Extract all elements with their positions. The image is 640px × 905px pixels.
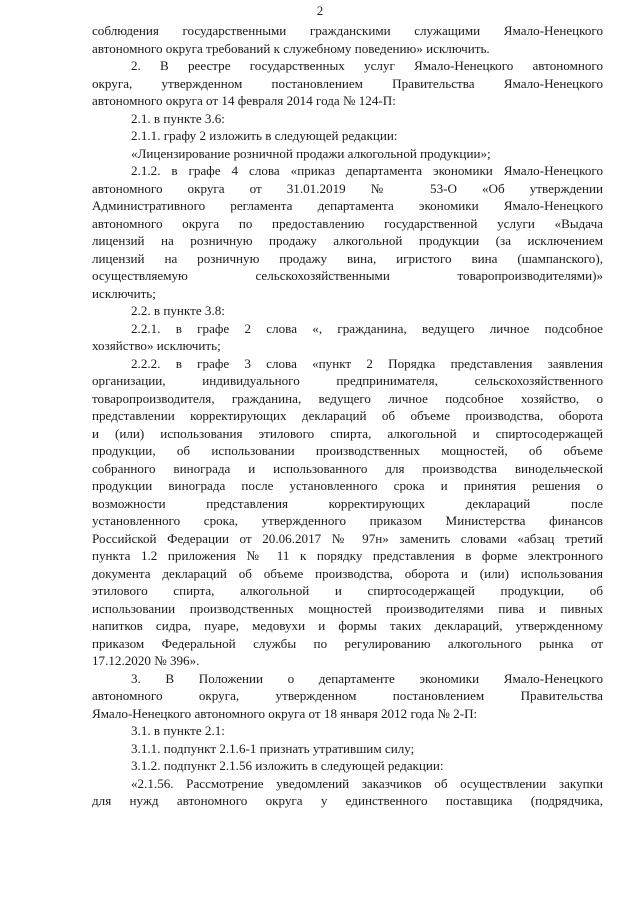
text-line: исключить; [92, 285, 156, 301]
text-line: возможности представления корректирующих деклараций после [92, 495, 603, 511]
text-line: собранного винограда и использованного для производства винодельческой [92, 460, 603, 476]
text-line: 3.1.2. подпункт 2.1.56 изложить в следующей редакции: [131, 758, 444, 773]
text-line: автономного округа требований к служебному поведению» исключить. [92, 40, 490, 56]
page-number: 2 [316, 3, 324, 18]
text-line: Административного регламента департамента экономики Ямало-Ненецкого [92, 198, 603, 213]
text-line: использовании производственных мощностей производителями пива и пивных [92, 600, 603, 616]
text-line: 2.1. в пункте 3.6: [131, 110, 225, 126]
text-line: пункта 1.2 приложения № 11 к порядку представления в форме электронного [92, 548, 603, 563]
text-line: документа деклараций об объеме производства, оборота и (или) использования [92, 565, 603, 581]
text-line: организации, индивидуального предпринимателя, сельскохозяйственного [92, 373, 603, 388]
text-line: 2.2. в пункте 3.8: [131, 303, 225, 318]
text-line: автономного округа от 31.01.2019 № 53-О «Об утверждении [92, 180, 603, 196]
text-line: приказом Федеральной службы по регулированию алкогольного рынка от [92, 635, 603, 651]
text-line: автономного округа, утвержденном постановлением Правительства [92, 688, 603, 703]
text-line: хозяйство» исключить; [92, 338, 221, 353]
text-line: лицензий на розничную продажу вина, игристого вина (шампанского), [92, 250, 603, 266]
text-line: 17.12.2020 № 396». [92, 653, 200, 668]
text-line: 2.2.2. в графе 3 слова «пункт 2 Порядка представления заявления [131, 355, 603, 371]
text-line: автономного округа по предоставлению государственной услуги «Выдача [92, 215, 603, 231]
text-line: лицензий на розничную продажу алкогольной продукции (за исключением [92, 233, 603, 248]
text-line: 2.1.2. в графе 4 слова «приказ департамента экономики Ямало-Ненецкого [131, 163, 603, 178]
text-line: округа, утвержденном постановлением Правительства Ямало-Ненецкого [92, 75, 603, 91]
text-line: Российской Федерации от 20.06.2017 № 97н» заменить словами «абзац третий [92, 530, 603, 546]
text-line: 3. В Положении о департаменте экономики Ямало-Ненецкого [131, 670, 603, 686]
document-body [92, 22, 603, 810]
text-line: Ямало-Ненецкого автономного округа от 18 января 2012 года № 2-П: [92, 705, 478, 721]
text-line: осуществляемую сельскохозяйственными товаропроизводителями)» [92, 268, 603, 283]
text-line: для нужд автономного округа у единственного поставщика (подрядчика, [92, 793, 603, 808]
text-line: и (или) использования этилового спирта, алкогольной и спиртосодержащей [92, 425, 603, 441]
text-line: представлении корректирующих деклараций об объеме производства, оборота [92, 408, 603, 423]
text-line: продукции винограда после установленного срока и принятия решения о [92, 478, 603, 493]
text-line: 2.1.1. графу 2 изложить в следующей редакции: [131, 128, 398, 143]
text-line: этилового спирта, алкогольной и спиртосодержащей продукции, об [92, 583, 603, 598]
text-line: 2. В реестре государственных услуг Ямало-Ненецкого автономного [131, 58, 603, 73]
text-line: установленного срока, утвержденного приказом Министерства финансов [92, 513, 603, 528]
text-line: 3.1.1. подпункт 2.1.6-1 признать утратившим силу; [131, 740, 415, 756]
text-line: 2.2.1. в графе 2 слова «, гражданина, ведущего личное подсобное [131, 320, 603, 336]
text-line: товаропроизводителя, гражданина, ведущего личное подсобное хозяйство, о [92, 390, 603, 406]
text-line: «2.1.56. Рассмотрение уведомлений заказчиков об осуществлении закупки [131, 775, 603, 791]
text-line: «Лицензирование розничной продажи алкогольной продукции»; [131, 145, 491, 161]
text-line: напитков сидра, пуаре, медовухи и формы таких деклараций, утвержденному [92, 618, 603, 633]
text-line: продукции, об использовании производственных мощностей, об объеме [92, 443, 603, 458]
text-line: автономного округа от 14 февраля 2014 года № 124-П: [92, 93, 396, 108]
text-line: соблюдения государственными гражданскими служащими Ямало-Ненецкого [92, 23, 603, 38]
text-line: 3.1. в пункте 2.1: [131, 723, 225, 738]
